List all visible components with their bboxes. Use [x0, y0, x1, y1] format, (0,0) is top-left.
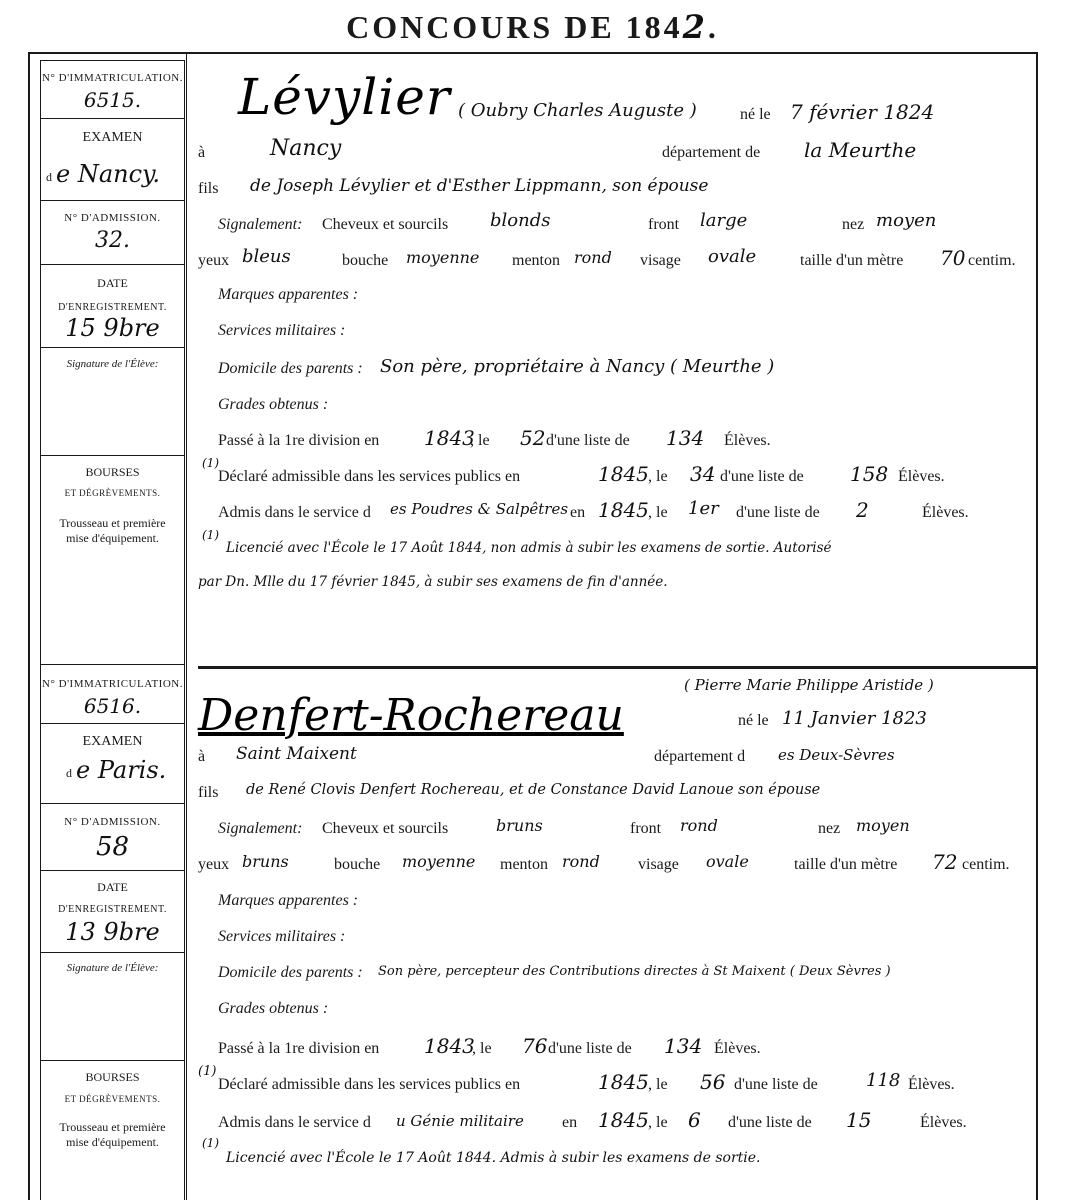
label-le: , le [648, 1114, 668, 1131]
record-1-admis-service: es Poudres & Salpêtres [390, 500, 569, 518]
label-le: , le [470, 432, 490, 449]
record-1-admis-annee: 1845 [598, 498, 649, 522]
side-divider [40, 118, 185, 119]
label-yeux: yeux [198, 252, 230, 269]
record-1-declare-total: 158 [850, 462, 889, 486]
trousseau-label-2: mise d'équipement. [66, 1135, 159, 1149]
label-menton: menton [500, 856, 548, 873]
record-2-taille: 72 [932, 850, 958, 874]
record-2-declare-total: 118 [866, 1070, 901, 1091]
signature-label: Signature de l'Élève: [66, 358, 159, 370]
side-divider [40, 952, 185, 953]
record-2-admis-total: 15 [846, 1108, 872, 1132]
side-divider [40, 1060, 185, 1061]
label-eleves: Élèves. [898, 468, 945, 485]
label-marques: Marques apparentes : [218, 286, 359, 303]
record-1-menton: rond [574, 248, 612, 267]
record-1-front: large [700, 210, 748, 231]
record-1-nez: moyen [876, 210, 937, 231]
label-bouche: bouche [342, 252, 389, 269]
examen-lieu: e Paris. [76, 756, 167, 784]
record-1-passe-total: 134 [666, 426, 705, 450]
label-marques: Marques apparentes : [218, 892, 359, 909]
record-2-note-mark-2: (1) [202, 1136, 219, 1150]
left-border [28, 52, 30, 1200]
label-eleves: Élèves. [920, 1114, 967, 1131]
side-divider [40, 200, 185, 201]
admission-value: 32. [95, 228, 130, 253]
degrevements-label: ET DÉGRÈVEMENTS. [64, 488, 161, 498]
record-1-departement: la Meurthe [804, 138, 917, 162]
record-1-prenoms: ( Oubry Charles Auguste ) [458, 100, 697, 121]
bourses-label: BOURSES [85, 1070, 140, 1084]
record-1-taille: 70 [940, 246, 966, 270]
examen-label: EXAMEN [82, 734, 143, 749]
record-1-note-mark: (1) [202, 456, 219, 470]
label-passe: Passé à la 1re division en [218, 1040, 380, 1057]
admission-value: 58 [95, 832, 130, 862]
record-1-parents: de Joseph Lévylier et d'Esther Lippmann, son épouse [250, 176, 709, 196]
record-2-admis-rang: 6 [688, 1108, 701, 1132]
label-le: , le [648, 1076, 668, 1093]
label-fils: fils [198, 180, 219, 197]
label-domicile: Domicile des parents : [218, 964, 363, 981]
examen-lieu: e Nancy. [56, 160, 161, 188]
enregistrement-label: D'ENREGISTREMENT. [58, 904, 167, 915]
immatriculation-value: 6515. [83, 88, 142, 112]
record-2-lieu: Saint Maixent [236, 744, 357, 764]
side-divider [40, 455, 185, 456]
trousseau-label-2: mise d'équipement. [66, 531, 159, 545]
label-ne-le: né le [740, 106, 771, 123]
label-le: , le [472, 1040, 492, 1057]
label-le: , le [648, 468, 668, 485]
label-bouche: bouche [334, 856, 381, 873]
admission-label: N° D'ADMISSION. [64, 212, 161, 224]
record-1-passe-rang: 52 [520, 426, 546, 450]
date-enregistrement-value: 13 9bre [65, 918, 160, 946]
label-signalement: Signalement: [218, 820, 303, 837]
label-ne-le: né le [738, 712, 769, 729]
label-nez: nez [842, 216, 865, 233]
record-1-declare-annee: 1845 [598, 462, 649, 486]
record-2-departement: es Deux-Sèvres [778, 746, 895, 764]
record-2-nez: moyen [856, 816, 910, 835]
record-1-admis-total: 2 [856, 498, 869, 522]
label-liste: d'une liste de [734, 1076, 818, 1093]
label-le: , le [648, 504, 668, 521]
record-2-admis-service: u Génie militaire [396, 1112, 524, 1130]
label-liste: d'une liste de [728, 1114, 812, 1131]
record-1-yeux: bleus [242, 246, 291, 267]
date-label: DATE [97, 880, 128, 894]
title-printed: CONCOURS DE 184 [346, 9, 683, 45]
record-separator [198, 666, 1036, 669]
trousseau-label-1: Trousseau et première [59, 516, 166, 530]
degrevements-label: ET DÉGRÈVEMENTS. [64, 1094, 161, 1104]
record-2-name: Denfert-Rochereau [198, 690, 624, 741]
side-divider [40, 723, 185, 724]
record-2-bouche: moyenne [402, 852, 476, 871]
title-handwritten-digit: 2 [682, 8, 708, 46]
label-declare: Déclaré admissible dans les services publics en [218, 1076, 521, 1093]
record-2-naissance: 11 Janvier 1823 [782, 708, 927, 729]
label-front: front [648, 216, 680, 233]
label-liste: d'une liste de [736, 504, 820, 521]
enregistrement-label: D'ENREGISTREMENT. [58, 302, 167, 313]
record-2-note-mark: (1) [198, 1064, 217, 1079]
record-2-yeux: bruns [242, 852, 289, 871]
date-enregistrement-value: 15 9bre [65, 314, 160, 342]
top-border [28, 52, 1038, 54]
label-declare: Déclaré admissible dans les services publics en [218, 468, 521, 485]
record-1-admis-rang: 1er [688, 498, 719, 519]
label-en: en [562, 1114, 578, 1131]
record-2-cheveux: bruns [496, 816, 543, 835]
examen-prefix: d [66, 766, 72, 780]
label-services: Services militaires : [218, 928, 346, 945]
side-column-divider [186, 52, 187, 1200]
label-visage: visage [638, 856, 679, 873]
record-2-declare-annee: 1845 [598, 1070, 649, 1094]
side-divider [40, 264, 185, 265]
label-grades: Grades obtenus : [218, 1000, 329, 1017]
bourses-label: BOURSES [85, 465, 140, 479]
title-period: . [707, 9, 719, 45]
record-2-domicile: Son père, percepteur des Contributions directes à St Maixent ( Deux Sèvres ) [378, 964, 891, 979]
side-divider [40, 60, 185, 61]
label-departement: département d [654, 748, 746, 765]
label-grades: Grades obtenus : [218, 396, 329, 413]
label-menton: menton [512, 252, 560, 269]
label-a: à [198, 748, 206, 765]
label-signalement: Signalement: [218, 216, 303, 233]
record-1-name: Lévylier [238, 68, 451, 126]
label-centim: centim. [968, 252, 1016, 269]
label-admis: Admis dans le service d [218, 504, 371, 521]
label-services: Services militaires : [218, 322, 346, 339]
label-front: front [630, 820, 662, 837]
record-1-bouche: moyenne [406, 248, 480, 267]
record-2-parents: de René Clovis Denfert Rochereau, et de Constance David Lanoue son épouse [246, 782, 821, 798]
record-2-visage: ovale [706, 852, 749, 871]
record-2-admis-annee: 1845 [598, 1108, 649, 1132]
admission-label: N° D'ADMISSION. [64, 816, 161, 828]
label-yeux: yeux [198, 856, 230, 873]
side-divider [40, 870, 185, 871]
record-2-passe-annee: 1843 [424, 1034, 475, 1058]
record-2-note-line-1: Licencié avec l'École le 17 Août 1844. Admis à subir les examens de sortie. [226, 1150, 761, 1166]
label-fils: fils [198, 784, 219, 801]
label-departement: département de [662, 144, 761, 161]
label-a: à [198, 144, 206, 161]
immatriculation-label: N° D'IMMATRICULATION. [42, 72, 183, 84]
record-1-passe-annee: 1843 [424, 426, 475, 450]
examen-prefix: d [46, 170, 52, 184]
record-2-passe-rang: 76 [522, 1034, 548, 1058]
trousseau-label-1: Trousseau et première [59, 1120, 166, 1134]
record-1-note-line-1: Licencié avec l'École le 17 Août 1844, non admis à subir les examens de sortie. Autorisé [226, 540, 832, 556]
record-1-declare-rang: 34 [690, 462, 716, 486]
signature-label: Signature de l'Élève: [66, 962, 159, 974]
record-2-passe-total: 134 [664, 1034, 703, 1058]
record-1-domicile: Son père, propriétaire à Nancy ( Meurthe ) [380, 356, 775, 377]
label-domicile: Domicile des parents : [218, 360, 363, 377]
label-eleves: Élèves. [724, 432, 771, 449]
label-cheveux: Cheveux et sourcils [322, 216, 449, 233]
record-2-menton: rond [562, 852, 600, 871]
label-liste: d'une liste de [548, 1040, 632, 1057]
label-passe: Passé à la 1re division en [218, 432, 380, 449]
record-2-front: rond [680, 816, 718, 835]
label-admis: Admis dans le service d [218, 1114, 371, 1131]
immatriculation-value: 6516. [83, 694, 142, 718]
record-1-cheveux: blonds [490, 210, 551, 231]
side-divider [40, 664, 185, 665]
record-1-note-mark-2: (1) [202, 528, 219, 542]
right-border [1036, 52, 1038, 1200]
examen-label: EXAMEN [82, 130, 143, 145]
record-2-prenoms: ( Pierre Marie Philippe Aristide ) [684, 676, 934, 694]
record-1-visage: ovale [708, 246, 757, 267]
record-1-naissance: 7 février 1824 [790, 100, 935, 124]
label-liste: d'une liste de [720, 468, 804, 485]
label-eleves: Élèves. [922, 504, 969, 521]
label-cheveux: Cheveux et sourcils [322, 820, 449, 837]
label-nez: nez [818, 820, 841, 837]
page-title [0, 8, 1065, 46]
label-centim: centim. [962, 856, 1010, 873]
side-divider [40, 347, 185, 348]
immatriculation-label: N° D'IMMATRICULATION. [42, 678, 183, 690]
side-divider [40, 803, 185, 804]
label-liste: d'une liste de [546, 432, 630, 449]
record-1-lieu: Nancy [270, 136, 342, 161]
label-visage: visage [640, 252, 681, 269]
label-taille: taille d'un mètre [800, 252, 904, 269]
label-en: en [570, 504, 586, 521]
date-label: DATE [97, 276, 128, 290]
label-eleves: Élèves. [714, 1040, 761, 1057]
label-eleves: Élèves. [908, 1076, 955, 1093]
record-2-declare-rang: 56 [700, 1070, 726, 1094]
record-1-note-line-2: par Dn. Mlle du 17 février 1845, à subir ses examens de fin d'année. [198, 574, 668, 590]
label-taille: taille d'un mètre [794, 856, 898, 873]
